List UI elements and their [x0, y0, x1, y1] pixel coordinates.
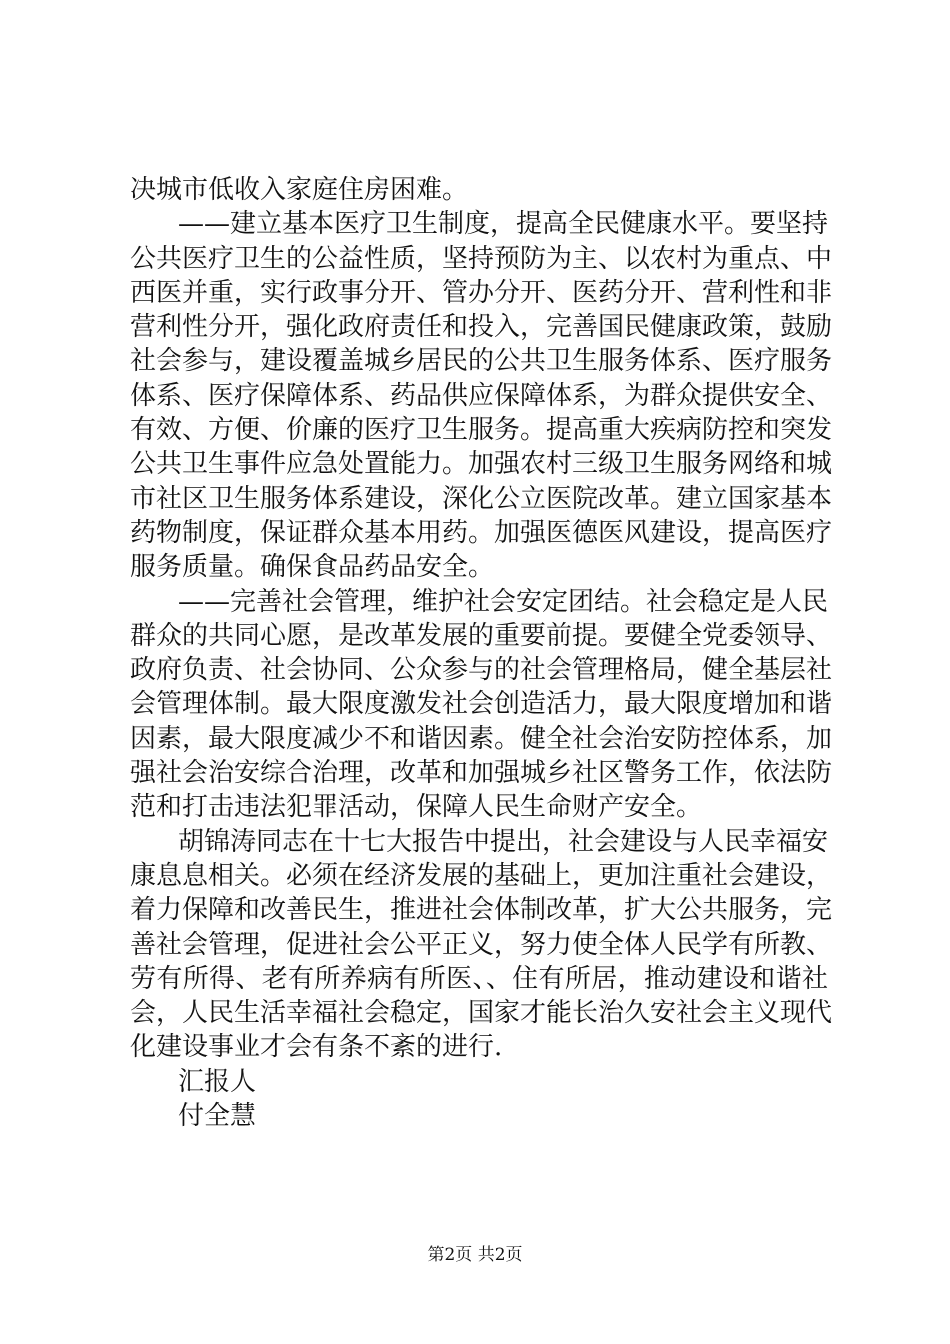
text-line: 政府负责、社会协同、公众参与的社会管理格局，健全基层社 [130, 655, 833, 686]
text-line: 服务质量。确保食品药品安全。 [130, 552, 495, 583]
text-line: 药物制度，保证群众基本用药。加强医德医风建设，提高医疗 [130, 517, 833, 548]
text-line: 康息息相关。必须在经济发展的基础上，更加注重社会建设， [130, 860, 833, 891]
text-line: 公共医疗卫生的公益性质，坚持预防为主、以农村为重点、中 [130, 243, 833, 274]
text-line: 会，人民生活幸福社会稳定，国家才能长治久安社会主义现代 [130, 998, 833, 1029]
text-line: 会管理体制。最大限度激发社会创造活力，最大限度增加和谐 [130, 689, 833, 720]
text-line: 范和打击违法犯罪活动，保障人民生命财产安全。 [130, 792, 703, 823]
text-line: 决城市低收入家庭住房困难。 [130, 175, 469, 205]
text-line: 强社会治安综合治理，改革和加强城乡社区警务工作，依法防 [130, 758, 833, 789]
text-line: 营利性分开，强化政府责任和投入，完善国民健康政策，鼓励 [130, 312, 833, 343]
text-line: 群众的共同心愿，是改革发展的重要前提。要健全党委领导、 [130, 620, 833, 651]
text-line: 公共卫生事件应急处置能力。加强农村三级卫生服务网络和城 [130, 449, 833, 480]
text-line: 着力保障和改善民生，推进社会体制改革，扩大公共服务，完 [130, 895, 833, 926]
text-line: 化建设事业才会有条不紊的进行. [130, 1032, 503, 1063]
text-line: 体系、医疗保障体系、药品供应保障体系，为群众提供安全、 [130, 380, 833, 411]
text-line: ——建立基本医疗卫生制度，提高全民健康水平。要坚持 [178, 209, 829, 240]
reporter-label: 汇报人 [178, 1066, 257, 1097]
text-line: 有效、方便、价廉的医疗卫生服务。提高重大疾病防控和突发 [130, 415, 833, 446]
document-body [130, 173, 833, 1133]
text-line: ——完善社会管理，维护社会安定团结。社会稳定是人民 [178, 586, 829, 617]
text-line: 市社区卫生服务体系建设，深化公立医院改革。建立国家基本 [130, 483, 833, 514]
page-number-footer: 第2页 共2页 [427, 1245, 523, 1265]
text-line: 因素，最大限度减少不和谐因素。健全社会治安防控体系，加 [130, 723, 833, 754]
text-line: 劳有所得、老有所养病有所医、、住有所居，推动建设和谐社 [130, 963, 828, 994]
text-line: 社会参与，建设覆盖城乡居民的公共卫生服务体系、医疗服务 [130, 346, 833, 377]
text-line: 善社会管理，促进社会公平正义，努力使全体人民学有所教、 [130, 929, 833, 960]
reporter-name: 付全慧 [178, 1101, 257, 1132]
text-line: 西医并重，实行政事分开、管办分开、医药分开、营利性和非 [130, 277, 833, 308]
text-line: 胡锦涛同志在十七大报告中提出，社会建设与人民幸福安 [178, 826, 829, 857]
